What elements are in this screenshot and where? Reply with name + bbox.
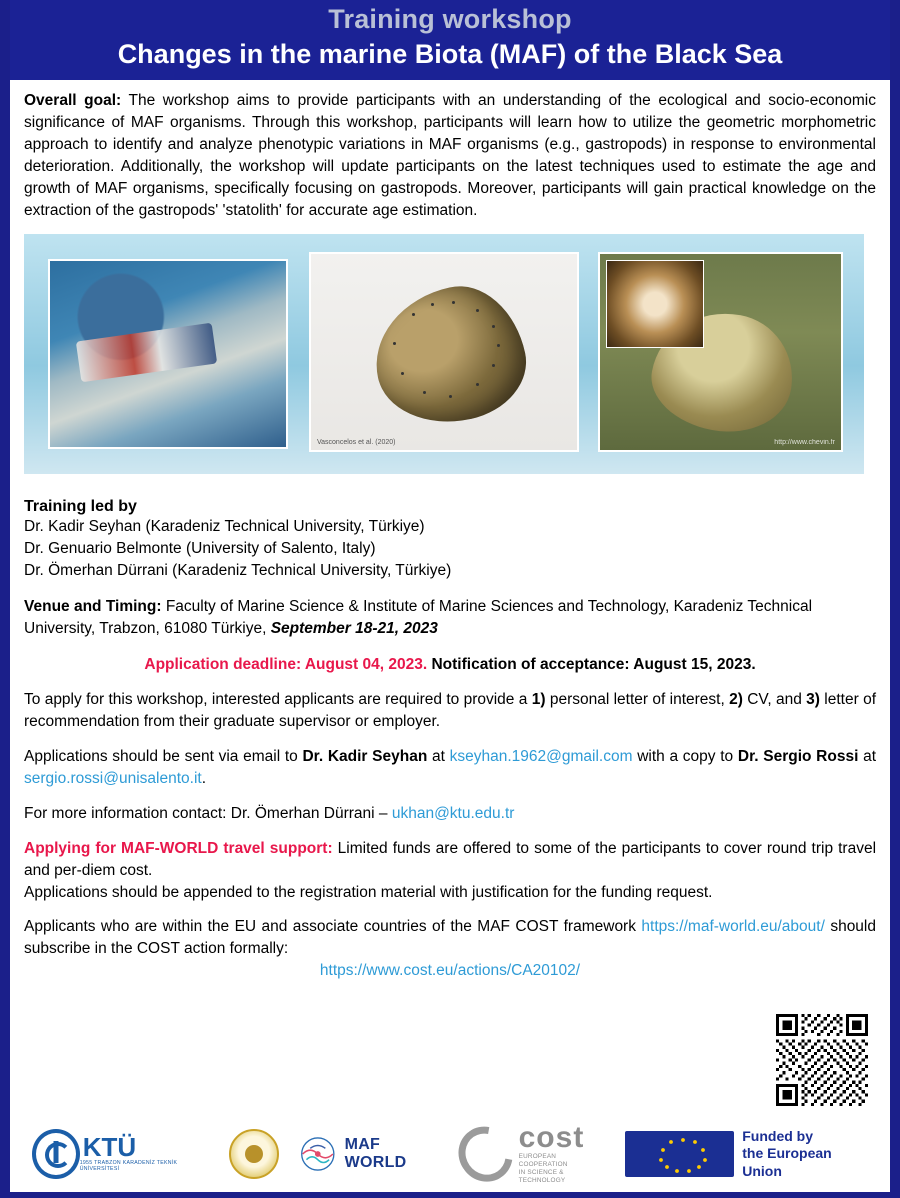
maf-world-logo — [297, 1134, 441, 1174]
university-seal-icon — [229, 1129, 279, 1179]
footer-logos — [10, 1122, 890, 1186]
overall-goal-label: Overall goal: — [24, 92, 122, 110]
header-subtitle: Training workshop — [328, 4, 572, 34]
maf-world-text: MAF WORLD — [344, 1136, 407, 1171]
eu-funding-line1: Funded by — [742, 1127, 814, 1144]
trainer-item: Dr. Kadir Seyhan (Karadeniz Technical University, Türkiye) — [24, 518, 425, 536]
more-information-paragraph — [24, 803, 876, 825]
ktu-logo — [32, 1129, 211, 1179]
deadline-line — [24, 654, 876, 676]
training-led-by-heading: Training led by — [24, 498, 137, 516]
eu-flag-icon — [625, 1131, 735, 1177]
maf-world-emblem-icon — [297, 1134, 339, 1174]
poster-content-lower — [10, 474, 890, 980]
ktu-logo-subtext: 1955 TRABZON KARADENİZ TEKNİK ÜNİVERSİTESİ — [79, 1159, 178, 1172]
cost-logo-sub2: IN SCIENCE & TECHNOLOGY — [518, 1169, 566, 1184]
venue-text: Faculty of Marine Science & Institute of Marine Sciences and Technology, Karadeniz Technical University, Trabzon, 61080 Türkiye, — [24, 598, 813, 638]
university-seal-logo — [229, 1129, 279, 1179]
application-deadline: Application deadline: August 04, 2023. — [144, 656, 428, 674]
contact-pre: Applications should be sent via email to — [24, 747, 303, 765]
trainer-item: Dr. Ömerhan Dürrani (Karadeniz Technical University, Türkiye) — [24, 562, 452, 580]
cost-action-link[interactable]: https://www.cost.eu/actions/CA20102/ — [319, 962, 581, 980]
contact-mid-1: at — [427, 747, 450, 765]
more-info-pre: For more information contact: Dr. Ömerhan Dürrani – — [24, 804, 392, 822]
research-vessel-photo — [48, 259, 288, 449]
contact-end: . — [201, 769, 207, 787]
venue-label: Venue and Timing: — [24, 598, 162, 616]
image-strip — [24, 234, 864, 474]
submission-contact-paragraph — [24, 746, 876, 790]
qr-code[interactable] — [776, 1014, 868, 1106]
cost-post: should subscribe in the COST action formally: — [24, 918, 876, 958]
how-to-apply-paragraph — [24, 689, 876, 733]
statolith-section-inset — [606, 260, 704, 348]
apply-item-3-number: 3) — [806, 690, 820, 708]
qr-code-graphic — [776, 1014, 868, 1106]
contact-mid-2: with a copy to — [632, 747, 738, 765]
maf-world-link[interactable]: https://maf-world.eu/about/ — [641, 918, 825, 936]
apply-item-1-number: 1) — [531, 690, 546, 708]
poster-header — [10, 0, 890, 80]
header-title: Changes in the marine Biota (MAF) of the Black Sea — [117, 39, 783, 70]
eu-funding-text — [742, 1128, 868, 1181]
apply-item-1-text: personal letter of interest, — [545, 690, 730, 708]
eu-funding-line2: the European Union — [742, 1145, 832, 1179]
overall-goal-text: The workshop aims to provide participants with an understanding of the ecological and socio-economic significance of MAF organisms. Through this workshop, participants will learn how to utilize the geometric morphometric approach to identify and analyze phenotypic variations in MAF organisms (e.g., gastropods) in response to environmental deterioration. Additionally, the workshop will update participants on the latest techniques used to estimate the age and growth of MAF organisms, specifically focusing on gastropods. Moreover, participants will gain practical knowledge on the extraction of the gastropods' 'statolith' for accurate age estimation. — [24, 92, 876, 220]
cost-pre: Applicants who are within the EU and associate countries of the MAF COST framework — [24, 918, 642, 936]
apply-item-2-text: CV, and — [742, 690, 807, 708]
whelk-photo-credit: http://www.chevin.fr — [774, 439, 835, 447]
contact-mid-3: at — [858, 747, 877, 765]
apply-pre: To apply for this workshop, interested applicants are required to provide a — [24, 690, 532, 708]
live-whelk-photo — [598, 252, 843, 452]
apply-item-2-number: 2) — [729, 690, 743, 708]
cost-logo — [459, 1123, 606, 1185]
eu-funding-logo — [625, 1128, 868, 1181]
cost-emblem-icon — [448, 1116, 524, 1193]
contact-person-primary: Dr. Kadir Seyhan — [302, 747, 428, 765]
shell-shape — [363, 275, 536, 436]
cost-logo-word: cost — [518, 1121, 585, 1154]
travel-support-paragraph — [24, 838, 876, 882]
apply-item-3-text: letter of recommendation from their graduate supervisor or employer. — [24, 690, 877, 730]
poster-content — [10, 80, 890, 222]
eu-stars-icon — [625, 1131, 741, 1177]
cost-logo-sub1: EUROPEAN COOPERATION — [518, 1153, 568, 1168]
email-link-primary[interactable]: kseyhan.1962@gmail.com — [449, 747, 633, 765]
cost-framework-paragraph — [24, 916, 876, 960]
venue-and-timing — [24, 596, 876, 640]
shell-photo-credit: Vasconcelos et al. (2020) — [317, 439, 396, 447]
shell-landmark-photo — [309, 252, 579, 452]
venue-date: September 18-21, 2023 — [270, 620, 438, 638]
ktu-emblem-icon — [32, 1129, 80, 1179]
travel-support-line2: Applications should be appended to the registration material with justification for the funding request. — [24, 883, 713, 901]
ktu-logo-text: KTÜ — [82, 1132, 137, 1163]
contact-person-secondary: Dr. Sergio Rossi — [737, 747, 859, 765]
email-link-secondary[interactable]: sergio.rossi@unisalento.it — [24, 769, 202, 787]
overall-goal-paragraph — [24, 90, 876, 222]
email-link-more-info[interactable]: ukhan@ktu.edu.tr — [391, 804, 515, 822]
notification-date: Notification of acceptance: August 15, 2023. — [427, 656, 756, 674]
travel-support-label: Applying for MAF-WORLD travel support: — [24, 839, 333, 857]
travel-support-text: Limited funds are offered to some of the participants to cover round trip travel and per-diem cost. — [24, 839, 877, 879]
trainer-item: Dr. Genuario Belmonte (University of Salento, Italy) — [24, 540, 376, 558]
